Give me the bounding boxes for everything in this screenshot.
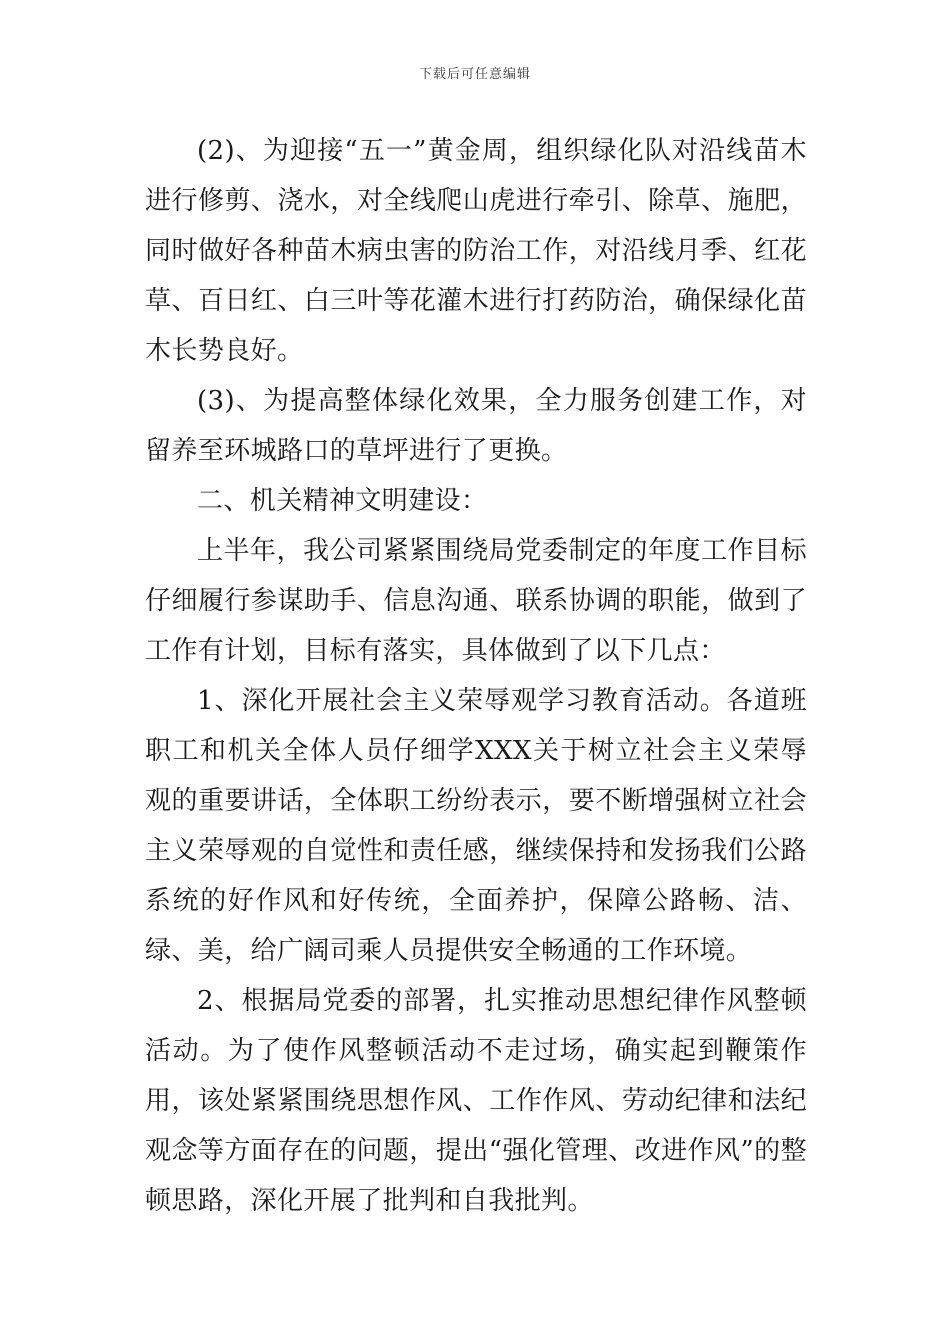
document-body	[145, 126, 807, 1226]
header-note: 下载后可任意编辑	[418, 67, 531, 82]
paragraph-greening-item-3: (3)、为提高整体绿化效果，全力服务创建工作，对留养至环城路口的草坪进行了更换。	[145, 386, 807, 466]
paragraph-point-1: 1、深化开展社会主义荣辱观学习教育活动。各道班职工和机关全体人员仔细学XXX关于树立社会主义荣辱观的重要讲话，全体职工纷纷表示，要不断增强树立社会主义荣辱观的自觉性和责任感，继续保持和发扬我们公路系统的好作风和好传统，全面养护，保障公路畅、洁、绿、美，给广阔司乘人员提供安全畅通的工作环境。	[145, 686, 807, 966]
section-heading-civilization: 二、机关精神文明建设：	[197, 486, 488, 516]
paragraph-point-2: 2、根据局党委的部署，扎实推动思想纪律作风整顿活动。为了使作风整顿活动不走过场，确实起到鞭策作用，该处紧紧围绕思想作风、工作作风、劳动纪律和法纪观念等方面存在的问题，提出“强化管理、改进作风”的整顿思路，深化开展了批判和自我批判。	[145, 986, 807, 1216]
paragraph-greening-item-2: (2)、为迎接“五一”黄金周，组织绿化队对沿线苗木进行修剪、浇水，对全线爬山虎进行牵引、除草、施肥，同时做好各种苗木病虫害的防治工作，对沿线月季、红花草、百日红、白三叶等花灌木进行打药防治，确保绿化苗木长势良好。	[145, 136, 807, 366]
paragraph-half-year-summary: 上半年，我公司紧紧围绕局党委制定的年度工作目标仔细履行参谋助手、信息沟通、联系协调的职能，做到了工作有计划，目标有落实，具体做到了以下几点：	[145, 536, 807, 666]
